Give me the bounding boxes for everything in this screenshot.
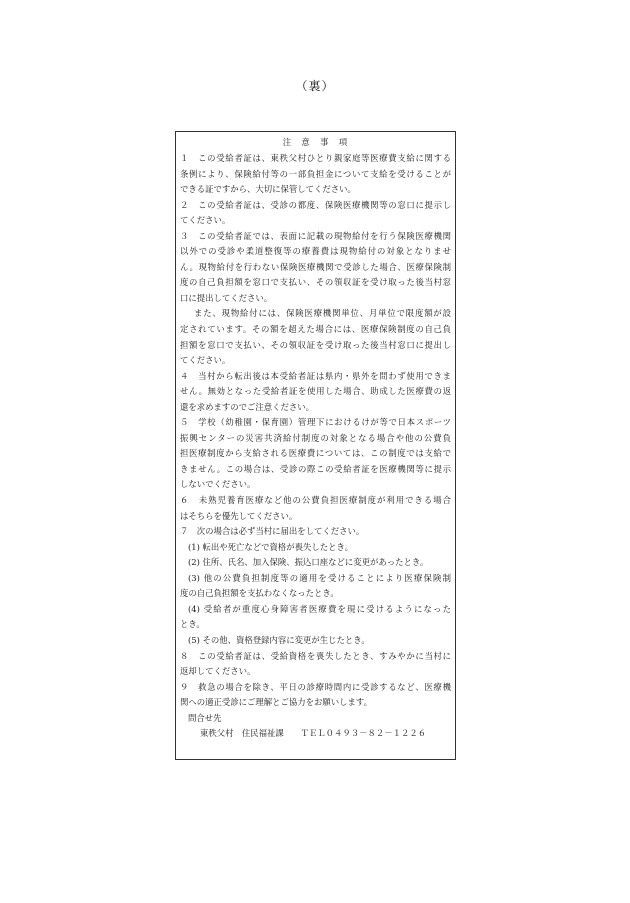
- notice-line: ん。現物給付を行わない保険医療機関で受診した場合、医療保険制: [180, 261, 451, 272]
- notice-line: ５ 学校（幼稚園・保育園）管理下におけるけが等で日本スポーツ: [180, 417, 451, 428]
- notice-line: 度の自己負担額を窓口で支払い、その領収証を受け取った後当村窓: [180, 277, 451, 288]
- notice-box: [175, 131, 456, 760]
- notice-line: 条例により、保険給付等の一部負担金について支給を受けることが: [180, 168, 451, 179]
- notice-line: 定されています。その額を超えた場合には、医療保険制度の自己負: [180, 324, 451, 335]
- notice-line: きません。この場合は、受診の際この受給者証を医療機関等に提示: [180, 463, 451, 474]
- notice-line: (3) 他の公費負担制度等の適用を受けることにより医療保険制: [188, 572, 451, 583]
- contact-line: 東秩父村 住民福祉課 ＴＥＬ０４９３－８２－１２２６: [200, 728, 427, 739]
- notice-line: ９ 救急の場合を除き、平日の診療時間内に受診するなど、医療機: [180, 681, 451, 692]
- notice-line: 問合せ先: [188, 712, 222, 723]
- notice-lines: [180, 151, 451, 726]
- notice-line: 口に提出してください。: [180, 292, 273, 303]
- notice-line: (2) 住所、氏名、加入保険、振込口座などに変更があったとき。: [188, 557, 429, 568]
- notice-line: せん。無効となった受給者証を使用した場合、助成した医療費の返: [180, 386, 451, 397]
- notice-line: 返却してください。: [180, 666, 256, 677]
- notice-line: 度の自己負担額を支払わなくなったとき。: [180, 588, 339, 599]
- notice-line: てください。: [180, 355, 231, 366]
- notice-line: ８ この受給者証は、受給資格を喪失したとき、すみやかに当村に: [180, 650, 451, 661]
- notice-line: また、現物給付には、保険医療機関単位、月単位で限度額が設: [194, 308, 451, 319]
- notice-line: とき。: [180, 619, 205, 630]
- notice-title: 注 意 事 項: [282, 137, 349, 147]
- notice-line: (4) 受給者が重度心身障害者医療費を現に受けるようになった: [188, 603, 451, 614]
- notice-line: しないでください。: [180, 479, 256, 490]
- notice-line: はそちらを優先してください。: [180, 510, 298, 521]
- notice-line: ６ 未熟児養育医療など他の公費負担医療制度が利用できる場合: [180, 495, 451, 506]
- notice-line: 振興センターの災害共済給付制度の対象となる場合や他の公費負: [180, 432, 451, 443]
- notice-line: １ この受給者証は、東秩父村ひとり親家庭等医療費支給に関する: [180, 153, 451, 163]
- notice-line: てください。: [180, 215, 231, 226]
- notice-line: できる証ですから、大切に保管してください。: [180, 184, 356, 195]
- notice-line: 以外での受診や柔道整復等の療養費は現物給付の対象となりませ: [180, 246, 451, 257]
- notice-line: 担額を窓口で支払い、その領収証を受け取った後当村窓口に提出し: [180, 339, 451, 350]
- page-side-label: （裏）: [295, 79, 335, 93]
- notice-line: ７ 次の場合は必ず当村に届出をしてください。: [180, 526, 365, 537]
- notice-line: ４ 当村から転出後は本受給者証は県内・県外を問わず使用できま: [180, 370, 451, 381]
- notice-line: (5) その他、資格登録内容に変更が生じたとき。: [188, 634, 370, 645]
- notice-line: 還を求めますのでご注意ください。: [180, 401, 314, 412]
- notice-line: ２ この受給者証は、受診の都度、保険医療機関等の窓口に提示し: [180, 199, 451, 210]
- notice-line: ３ この受給者証では、表面に記載の現物給付を行う保険医療機関: [180, 230, 451, 241]
- notice-line: (1) 転出や死亡などで資格が喪失したとき。: [188, 541, 353, 552]
- notice-line: 関への適正受診にご理解とご協力をお願いします。: [180, 697, 372, 708]
- notice-line: 担医療制度から支給される医療費については、この制度では支給で: [180, 448, 451, 459]
